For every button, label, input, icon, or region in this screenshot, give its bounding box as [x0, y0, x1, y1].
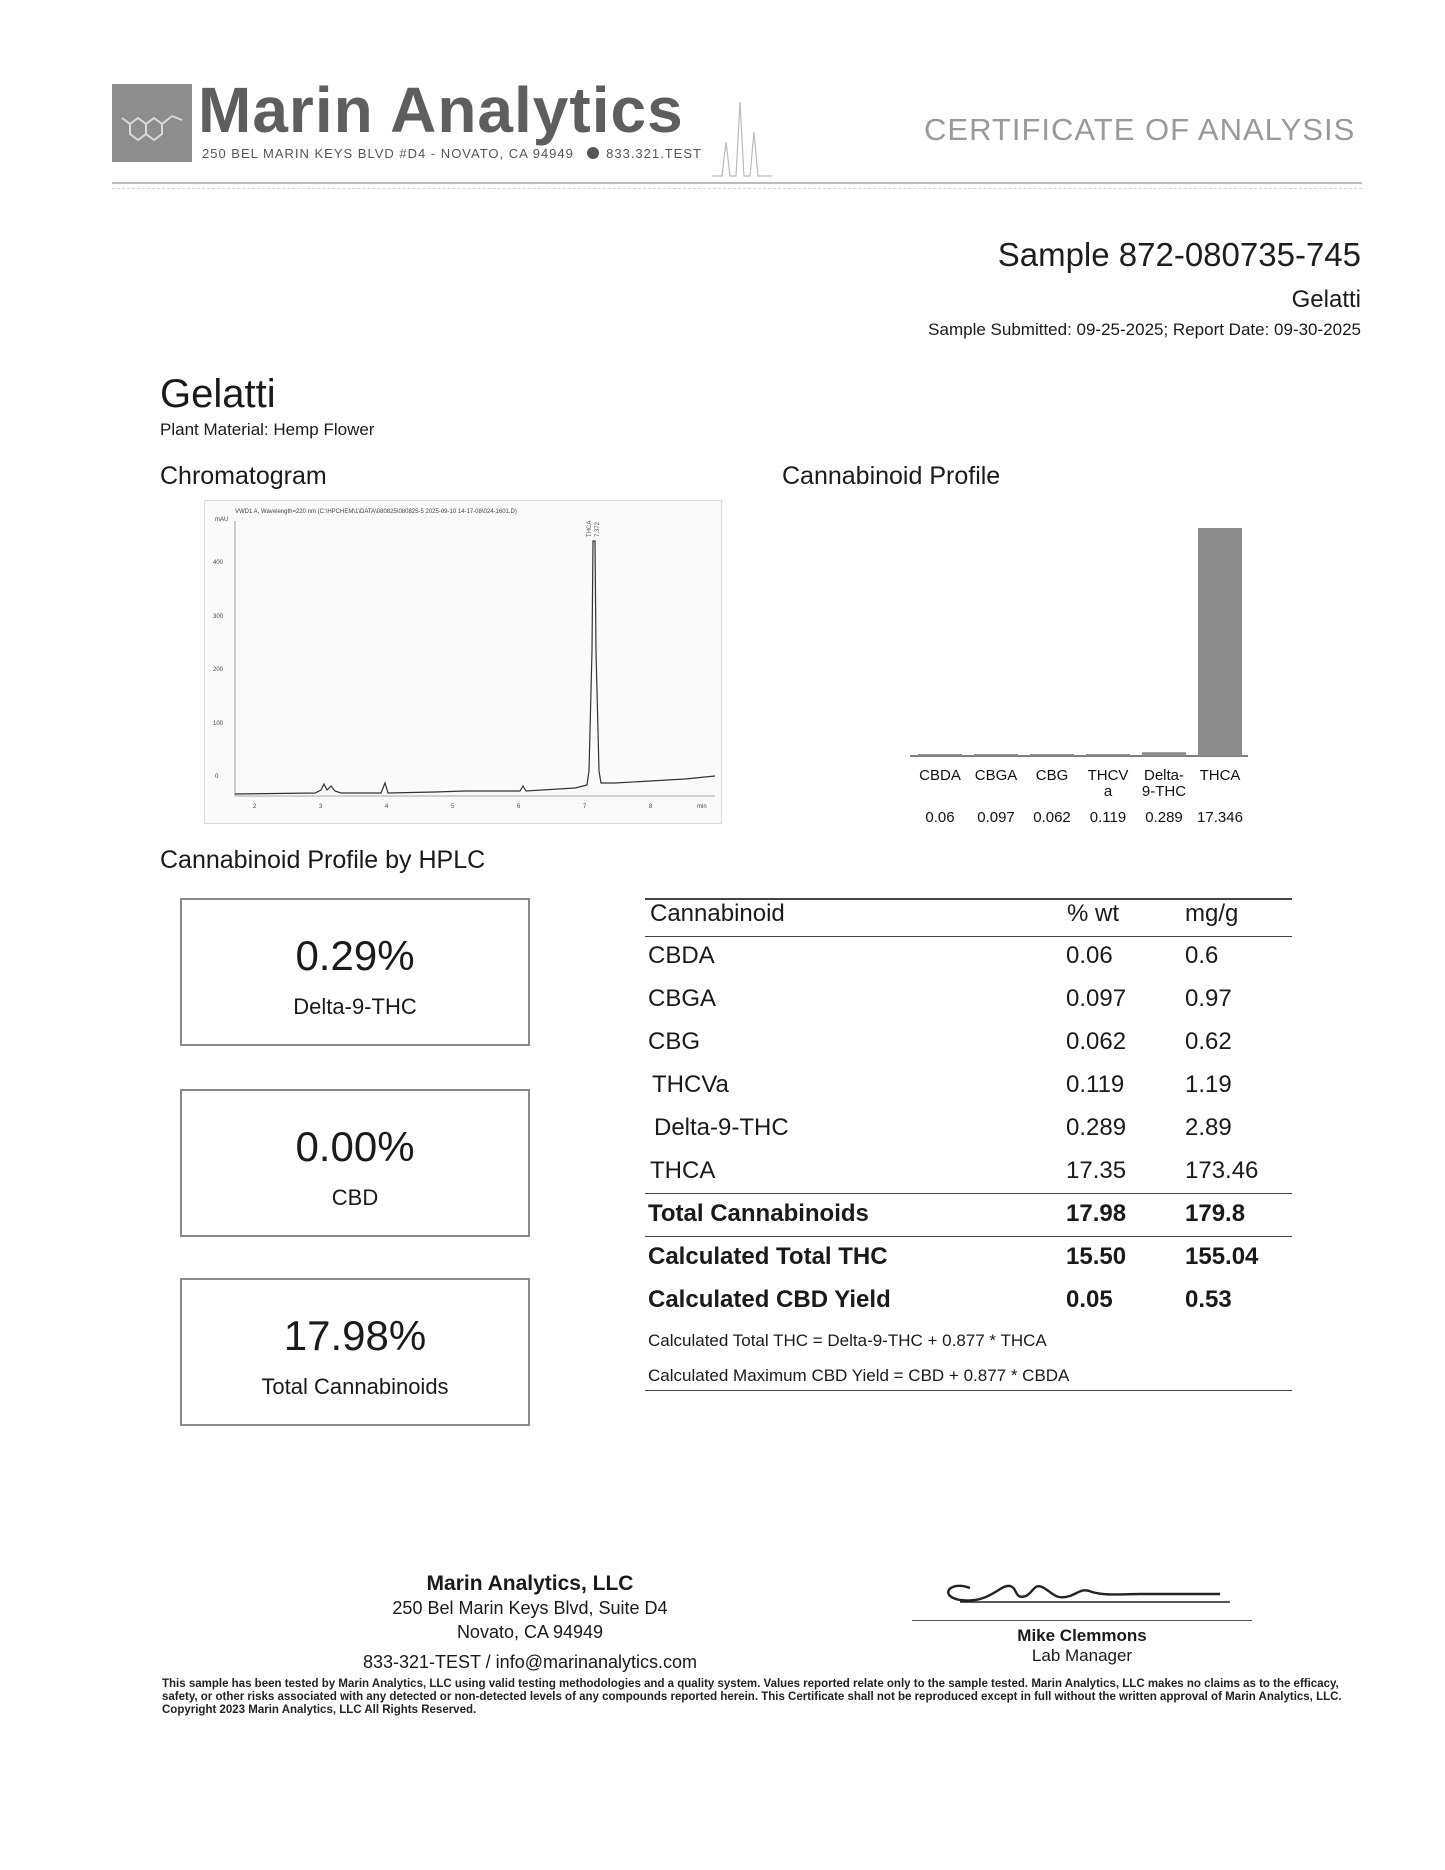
table-row-mgg: 1.19: [1185, 1071, 1232, 1098]
table-row-pct: 0.06: [1066, 942, 1113, 969]
header-divider-thin: [112, 188, 1362, 189]
brand-name: Marin Analytics: [198, 74, 684, 146]
brand-address: 250 BEL MARIN KEYS BLVD #D4 - NOVATO, CA 94949 833.321.TEST: [202, 146, 702, 161]
chromatogram-x-tick: 4: [385, 804, 389, 810]
table-total-rule: [645, 1193, 1292, 1194]
summary-box-cbd: [180, 1089, 530, 1237]
profile-bar-delta-9-thc: [1142, 752, 1186, 756]
table-row-pct: 0.289: [1066, 1114, 1127, 1141]
table-header-pct: % wt: [1067, 900, 1120, 927]
profile-category-label: THCV: [1087, 767, 1129, 784]
chromatogram-x-tick: 7: [583, 804, 587, 810]
table-row-mgg: 0.6: [1185, 942, 1219, 969]
brand-phone: 833.321.TEST: [606, 146, 702, 161]
table-row-mgg: 0.97: [1185, 985, 1232, 1012]
profile-bar-cbda: [918, 754, 962, 756]
table-row-pct: 0.097: [1066, 985, 1127, 1012]
summary-value: 17.98%: [283, 1312, 427, 1359]
summary-value: 0.00%: [295, 1123, 415, 1170]
profile-value-label: 0.289: [1145, 809, 1183, 826]
sample-dates: Sample Submitted: 09-25-2025; Report Date: 09-30-2025: [928, 320, 1361, 339]
table-row-pct: 0.062: [1066, 1028, 1127, 1055]
profile-category-label: a: [1103, 783, 1113, 800]
product-material: Plant Material: Hemp Flower: [160, 420, 375, 439]
profile-value-label: 0.062: [1033, 809, 1071, 826]
summary-label: Delta-9-THC: [293, 994, 417, 1019]
table-row-name: Delta-9-THC: [654, 1114, 789, 1141]
table-row-pct: 17.35: [1066, 1157, 1127, 1184]
chromatogram-x-tick: 3: [319, 804, 323, 810]
signature-mark: [930, 1566, 1230, 1615]
table-row-name: CBDA: [648, 942, 715, 969]
summary-label: Total Cannabinoids: [261, 1374, 449, 1399]
chromatogram-x-tick: 8: [649, 804, 653, 810]
sample-name: Gelatti: [1291, 286, 1361, 313]
table-row-pct: 0.119: [1066, 1071, 1125, 1098]
table-header-cannabinoid: Cannabinoid: [650, 900, 785, 927]
chromatogram-peak-label: THCA: [587, 520, 593, 537]
profile-heading: Cannabinoid Profile: [782, 462, 1001, 490]
product-name: Gelatti: [160, 372, 276, 416]
chromatogram-y-unit: mAU: [215, 517, 229, 523]
table-total-mgg: 155.04: [1185, 1243, 1259, 1270]
chromatogram-heading: Chromatogram: [160, 462, 327, 490]
chromatogram-x-tick: 6: [517, 804, 521, 810]
table-total-name: Calculated CBD Yield: [648, 1286, 891, 1313]
cannabinoid-profile-chart: [900, 510, 1270, 830]
chromatogram-y-tick: 300: [213, 614, 224, 620]
profile-value-label: 17.346: [1197, 809, 1243, 826]
lab-street: 250 Bel Marin Keys Blvd, Suite D4: [392, 1598, 668, 1618]
signer-title: Lab Manager: [1031, 1646, 1133, 1665]
header-divider: [112, 182, 1362, 184]
profile-category-label: THCA: [1199, 767, 1241, 784]
table-total-rule-2: [645, 1236, 1292, 1237]
chromatogram-y-tick: 100: [213, 721, 224, 727]
profile-value-label: 0.097: [977, 809, 1015, 826]
chromatogram-x-tick: 2: [253, 804, 257, 810]
chromatogram-image: [204, 500, 722, 824]
summary-box-total: [180, 1278, 530, 1426]
lab-contact-block: [280, 1572, 780, 1674]
chromatogram-header-text: VWD1 A, Wavelength=220 nm (C:\HPCHEM\1\DATA\080825\080825-5 2025-09-10 14-17-08\024-1601.D): [235, 509, 517, 515]
signer-name: Mike Clemmons: [1017, 1626, 1147, 1645]
profile-category-label: CBG: [1035, 767, 1069, 784]
table-header-mgg: mg/g: [1185, 900, 1239, 927]
table-row-name: THCA: [650, 1157, 716, 1184]
profile-category-label: CBDA: [919, 767, 961, 784]
lab-name: Marin Analytics, LLC: [426, 1572, 634, 1595]
table-row-name: CBGA: [648, 985, 717, 1012]
signer-block: [912, 1626, 1252, 1666]
table-row-mgg: 0.62: [1185, 1028, 1232, 1055]
table-total-mgg: 0.53: [1185, 1286, 1232, 1313]
table-total-pct: 15.50: [1066, 1243, 1127, 1270]
profile-value-label: 0.06: [925, 809, 955, 826]
sample-id: Sample 872-080735-745: [997, 236, 1361, 273]
header-peak-decoration: [712, 92, 772, 185]
profile-category-label: CBGA: [974, 767, 1018, 784]
table-total-name: Total Cannabinoids: [648, 1200, 869, 1227]
chromatogram-y-tick: 200: [213, 667, 224, 673]
profile-category-label: Delta-: [1143, 767, 1185, 784]
logo-molecule-icon: [112, 84, 192, 162]
table-row-mgg: 173.46: [1185, 1157, 1259, 1184]
lab-contact: 833-321-TEST / info@marinanalytics.com: [362, 1652, 698, 1672]
profile-value-label: 0.119: [1089, 809, 1127, 826]
profile-bar-thcv-a: [1086, 754, 1130, 756]
chromatogram-peak-rt: 7.372: [595, 521, 601, 537]
document-title: CERTIFICATE OF ANALYSIS: [924, 112, 1356, 147]
hplc-heading: Cannabinoid Profile by HPLC: [160, 846, 486, 874]
summary-label: CBD: [331, 1185, 379, 1210]
profile-bar-cbg: [1030, 754, 1074, 756]
table-bottom-rule: [645, 1390, 1292, 1391]
chromatogram-y-tick: 0: [215, 774, 219, 780]
table-row-name: THCVa: [652, 1071, 729, 1098]
signature-line: [912, 1620, 1252, 1621]
chromatogram-x-tick: 5: [451, 804, 455, 810]
table-total-name: Calculated Total THC: [648, 1243, 888, 1270]
table-total-mgg: 179.8: [1185, 1200, 1246, 1227]
formula-cbd-yield: Calculated Maximum CBD Yield = CBD + 0.877 * CBDA: [648, 1366, 1070, 1385]
table-row-mgg: 2.89: [1185, 1114, 1232, 1141]
chromatogram-x-unit: min: [697, 804, 707, 810]
table-total-pct: 0.05: [1066, 1286, 1113, 1313]
summary-value: 0.29%: [295, 932, 415, 979]
profile-category-label: 9-THC: [1141, 783, 1187, 800]
table-header-rule: [645, 936, 1292, 937]
formula-total-thc: Calculated Total THC = Delta-9-THC + 0.877 * THCA: [648, 1331, 1047, 1350]
table-row-name: CBG: [648, 1028, 701, 1055]
summary-box-delta9: [180, 898, 530, 1046]
table-total-pct: 17.98: [1066, 1200, 1127, 1227]
profile-bar-thca: [1198, 528, 1242, 756]
profile-bar-cbga: [974, 754, 1018, 756]
phone-icon: [587, 147, 599, 159]
chromatogram-y-tick: 400: [213, 560, 224, 566]
legal-disclaimer: This sample has been tested by Marin Analytics, LLC using valid testing methodologies and a quality system. Values reported relate only to the sample tested. Marin Analytics, LLC makes no claims as to the efficacy, safety, or other risks associated with any detected or non-detected levels of any compounds reported herein. This Certificate shall not be reproduced except in full without the written approval of Marin Analytics, LLC. Copyright 2023 Marin Analytics, LLC All Rights Reserved.: [162, 1678, 1342, 1716]
lab-city: Novato, CA 94949: [456, 1622, 604, 1642]
